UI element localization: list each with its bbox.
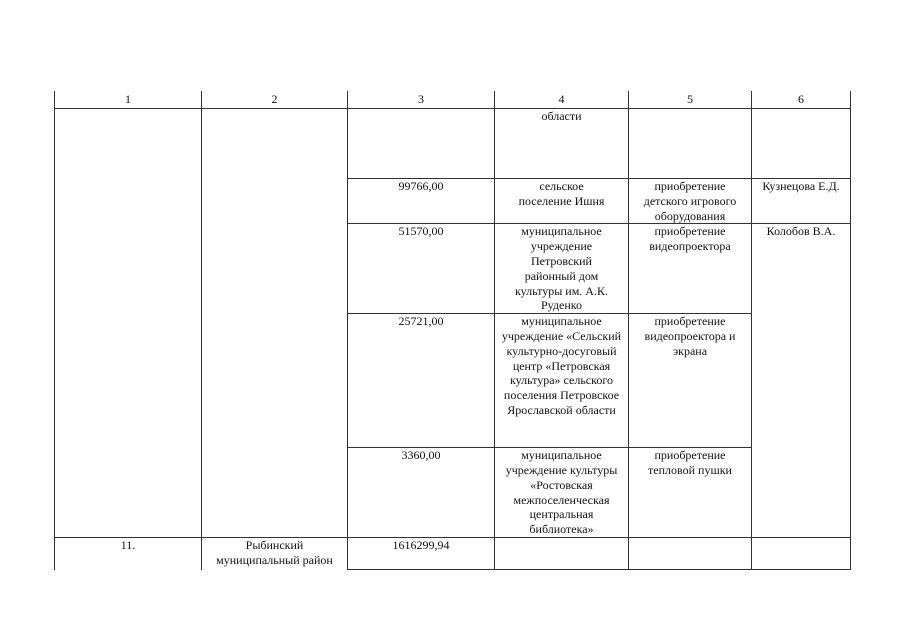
table-row <box>55 538 851 570</box>
column-number-row <box>55 91 851 109</box>
recipient-cell <box>495 538 629 570</box>
column-number-1: 1 <box>55 91 202 109</box>
amount-cell: 1616299,94 <box>348 538 495 570</box>
purpose-cell <box>629 109 752 179</box>
recipient-cell: области <box>495 109 629 179</box>
table-row <box>55 109 851 179</box>
recipient-cell: муниципальное учреждение культуры «Ростовская межпоселенческая центральная библиотека» <box>495 448 629 538</box>
entry-number-cell: 11. <box>55 538 202 570</box>
responsible-cell: Колобов В.А. <box>752 224 851 538</box>
recipient-cell: муниципальное учреждение «Сельский культурно-досуговый центр «Петровская культура» сельского поселения Петровское Ярославской области <box>495 314 629 448</box>
column-number-5: 5 <box>629 91 752 109</box>
recipient-cell: сельское поселение Ишня <box>495 179 629 224</box>
recipient-cell: муниципальное учреждение Петровский районный дом культуры им. А.К. Руденко <box>495 224 629 314</box>
amount-cell: 3360,00 <box>348 448 495 538</box>
amount-cell: 51570,00 <box>348 224 495 314</box>
purpose-cell: приобретение видеопроектора <box>629 224 752 314</box>
purpose-cell: приобретение видеопроектора и экрана <box>629 314 752 448</box>
purpose-cell: приобретение детского игрового оборудования <box>629 179 752 224</box>
amount-cell: 99766,00 <box>348 179 495 224</box>
district-cell: Рыбинский муниципальный район <box>202 538 348 570</box>
column-number-6: 6 <box>752 91 851 109</box>
purpose-cell <box>629 538 752 570</box>
responsible-cell: Кузнецова Е.Д. <box>752 179 851 224</box>
merged-number-cell <box>55 109 202 538</box>
amount-cell <box>348 109 495 179</box>
responsible-cell <box>752 538 851 570</box>
column-number-4: 4 <box>495 91 629 109</box>
responsible-cell <box>752 109 851 179</box>
amount-cell: 25721,00 <box>348 314 495 448</box>
column-number-3: 3 <box>348 91 495 109</box>
purpose-cell: приобретение тепловой пушки <box>629 448 752 538</box>
merged-district-cell <box>202 109 348 538</box>
allocation-table <box>54 91 851 570</box>
column-number-2: 2 <box>202 91 348 109</box>
